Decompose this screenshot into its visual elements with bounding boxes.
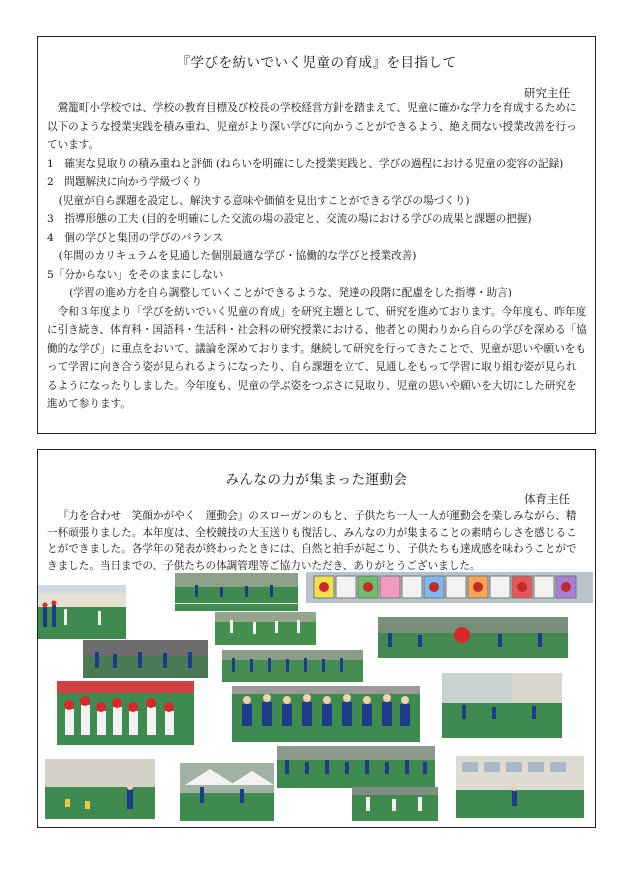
photo-line-dance <box>277 746 435 788</box>
photo-tents <box>180 763 274 821</box>
research-item-2-detail: (児童が自ら課題を設定し、解決する意味や価値を見出すことができる学びの場づくり) <box>58 194 470 207</box>
research-item-5: 5「分からない」をそのままにしない <box>47 268 224 281</box>
research-author: 研究主任 <box>524 86 570 100</box>
photo-relay <box>215 612 316 645</box>
research-item-4: 4 個の学びと集団の学びのバランス <box>47 231 223 244</box>
sports-day-author: 体育主任 <box>524 492 570 506</box>
photo-finish-line <box>352 787 438 821</box>
sports-day-text: 『力を合わせ 笑顔かがやく 運動会』のスローガンのもと、子供たち一人一人が運動会を楽しみながら、精一杯頑張りました。本年度は、全校競技の大玉送りも復活し、みんなの力が集まることの素晴らしさを感じることができました。各学年の発表が終わったときには、自然と拍手が起こり、子供たちも達成感を味わうことができました。当日までの、子供たちの体調管理等ご協力いただき、ありがとうございました。 <box>47 510 577 572</box>
photo-track-race <box>175 573 298 611</box>
photo-field-school <box>442 673 562 738</box>
research-intro: 鶯籠町小学校では、学校の教育目標及び校長の学校経営方針を踏まえて、児童に確かな学力を育成するために以下のような授業実践を積み重ね、児童がより深い学びに向かうことができるよう、絶え間ない授業改善を行っています。 <box>47 102 577 151</box>
sports-day-body <box>47 508 587 574</box>
photo-building-race <box>45 759 155 819</box>
research-title: 『学びを紡いでいく児童の育成』を目指して <box>176 55 457 71</box>
photo-red-caps <box>57 681 194 745</box>
photo-school-building <box>456 756 584 818</box>
slogan-banner <box>306 572 593 603</box>
research-section <box>37 36 596 434</box>
research-item-4-detail: (年間のカリキュラムを見通した個別最適な学び・協働的な学びと授業改善) <box>58 250 417 262</box>
photo-dance <box>232 686 420 742</box>
photo-spectators <box>83 640 208 678</box>
photo-athletes-field <box>38 585 126 639</box>
research-closing: 令和３年度より「学びを紡いでいく児童の育成」を研究主題として、研究を進めております。今年度も、昨年度に引き続き、体育科・国語科・生活科・社会科の研究授業における、他者との関わりから自らの学びを深める「協働的な学び」に重点をおいて、議論を深めております。継続して研究を行ってきたことで、児童が思いや願いをもって学習に向き合う姿が見られるようになったり、自ら課題を立て、見通しをもって学習に取り組む姿が見られるようになったりしました。今年度も、児童の学ぶ姿をつぶさに見取り、児童の思いや願いを大切にした研究を進めて参ります。 <box>47 305 587 410</box>
sports-day-title: みんなの力が集まった運動会 <box>225 472 408 488</box>
photo-big-ball <box>378 617 568 658</box>
research-body <box>47 99 587 414</box>
research-item-2: 2 問題解決に向かう学級づくり <box>47 176 203 188</box>
research-item-3: 3 指導形態の工夫 (目的を明確にした交流の場の設定と、交流の場における学びの成果と課題の把握) <box>47 213 532 225</box>
research-item-5-detail: (学習の進め方を自ら調整していくことができるような、発達の段階に配慮をした指導・助言) <box>69 287 512 299</box>
photo-group-run <box>222 650 363 682</box>
research-item-1: 1 確実な見取りの積み重ねと評価 (ねらいを明確にした授業実践と、学びの過程における児童の変容の記録) <box>47 157 564 170</box>
